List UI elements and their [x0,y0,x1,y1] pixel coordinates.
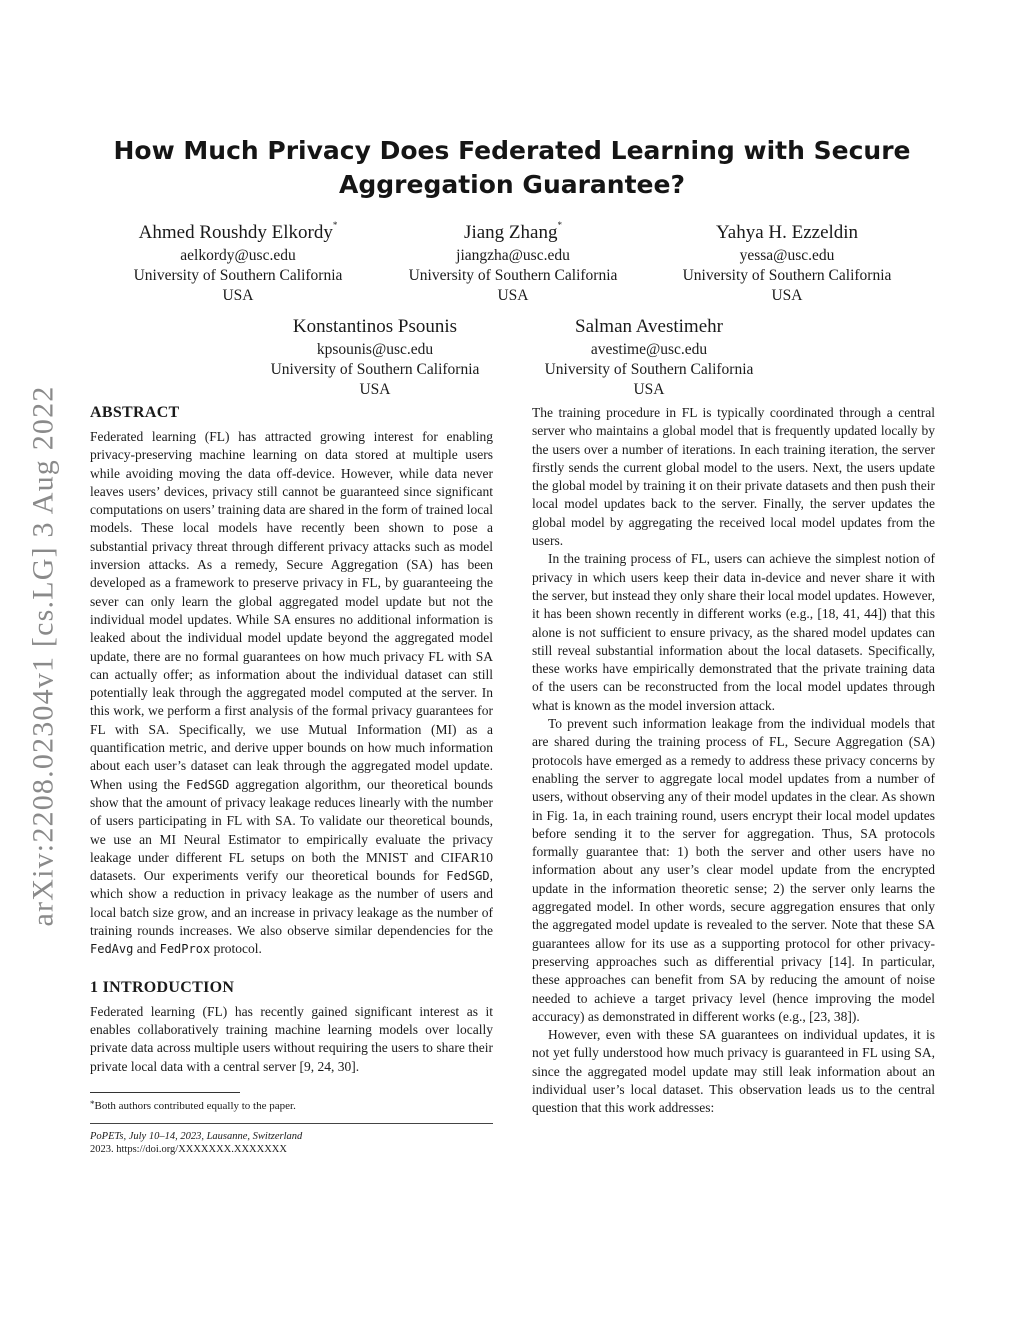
author-name: Yahya H. Ezzeldin [715,222,859,243]
author-country: USA [359,381,391,398]
equal-contribution-mark: * [332,220,338,230]
author-block [647,220,927,306]
author-country: USA [222,287,254,304]
code-term: FedAvg [90,942,134,957]
arxiv-stamp: arXiv:2208.02304v1 [cs.LG] 3 Aug 2022 [26,385,60,927]
code-term: FedSGD [186,777,230,792]
code-term: FedSGD [446,869,490,884]
author-name: Ahmed Roushdy Elkordy [138,222,333,243]
author-name: Salman Avestimehr [575,316,723,337]
author-country: USA [771,287,803,304]
abstract-heading: ABSTRACT [90,404,180,421]
author-block [509,314,789,400]
left-column [90,404,493,1156]
body-paragraph: To prevent such information leakage from the individual models that are shared during the training process of FL, Secure Aggregation (SA) protocols have emerged as a remedy to address these privacy concerns by enabling the server to aggregate local model updates from a number of users, without observing any of their model updates in the clear. As shown in Fig. 1a, in each training round, users encrypt their local model updates before sending it to the server for aggregation. Thus, SA protocols formally guarantee that: 1) both the server and other users have no information about any user’s clear model update from the encrypted update in the information theoretic sense; 2) the server only learns the aggregated model. In other words, secure aggregation ensures that only the aggregated model update is revealed to the server. Note that these SA guarantees allow for its use as a supporting protocol for other privacy-preserving approaches such as differential privacy [14]. In particular, these approaches can benefit from SA by reducing the amount of noise needed to achieve a target privacy level (hence improving the model accuracy) as demonstrated in different works (e.g., [23, 38]). [532,716,935,1024]
section-heading-introduction: 1 INTRODUCTION [90,978,235,996]
paper-title: How Much Privacy Does Federated Learning with Secure Aggregation Guarantee? [113,136,911,199]
body-paragraph: However, even with these SA guarantees on individual updates, it is not yet fully understood how much privacy is guaranteed in FL using SA, since the aggregated model update may still leak information about an individual user’s local dataset. This observation leads us to the central question that this work addresses: [532,1027,935,1116]
author-affiliation: University of Southern California [133,267,343,284]
footnote: *Both authors contributed equally to the paper. [90,1098,296,1112]
author-email: avestime@usc.edu [590,341,708,358]
author-affiliation: University of Southern California [682,267,892,284]
author-email: yessa@usc.edu [739,247,835,264]
code-term: FedProx [159,942,211,957]
doi-line: 2023. https://doi.org/XXXXXXX.XXXXXXX [90,1143,287,1155]
author-block [235,314,515,400]
author-block [373,220,653,306]
venue-rule [90,1123,493,1124]
author-email: aelkordy@usc.edu [180,247,296,264]
author-country: USA [633,381,665,398]
author-block [98,220,378,306]
footnote-rule [90,1092,240,1093]
abstract-text: Federated learning (FL) has attracted growing interest for enabling privacy-preserving machine learning on data stored at multiple users while avoiding moving the data off-device. However, while data never leaves users’ devices, privacy still cannot be guaranteed since significant computations on users’ training data are shared in the form of trained local models. These local models have recently been shown to pose a substantial privacy threat through different privacy attacks such as model inversion attacks. As a remedy, Secure Aggregation (SA) has been developed as a framework to preserve privacy in FL, by guaranteeing the sever can only learn the global aggregated model update but not the individual model updates. While SA ensures no additional information is leaked about the individual model update beyond the aggregated model update, there are no formal guarantees on how much privacy FL with SA can actually offer; as information about the individual dataset can still potentially leak through the aggregated model computed at the server. In this work, we perform a first analysis of the formal privacy guarantees for FL with SA. Specifically, we use Mutual Information (MI) as a quantification metric, and derive upper bounds on how much information about each user’s dataset can leak through the aggregated model update. When using the FedSGD aggregation algorithm, our theoretical bounds show that the amount of privacy leakage reduces linearly with the number of users participating in FL with SA. To validate our theoretical bounds, we use an MI Neural Estimator to empirically evaluate the privacy leakage under different FL setups on both the MNIST and CIFAR10 datasets. Our experiments verify our theoretical bounds for FedSGD, which show a reduction in privacy leakage as the number of users and local batch size grow, and an increase in privacy leakage as the number of training rounds increases. We also observe similar dependencies for the FedAvg and FedProx protocol. [90,429,494,957]
author-email: kpsounis@usc.edu [316,341,434,358]
author-email: jiangzha@usc.edu [456,247,570,264]
author-affiliation: University of Southern California [544,361,754,378]
right-column [532,404,935,1118]
author-affiliation: University of Southern California [408,267,618,284]
author-name: Konstantinos Psounis [292,316,458,337]
body-paragraph: The training procedure in FL is typically coordinated through a central server who maintains a global model that is frequently updated locally by the users over a number of iterations. In each training iteration, the server firstly sends the current global model to the users. Next, the users update the global model by training it on their private datasets and then push their local model updates back to the server. Finally, the server updates the global model by aggregating the received local model updates from the users. [532,405,935,549]
body-paragraph: In the training process of FL, users can achieve the simplest notion of privacy in which users keep their data in-device and never share it with the server, but instead they only share their local model updates. However, it has been shown recently in different works (e.g., [18, 41, 44]) that this alone is not sufficient to ensure privacy, as the shared model updates can still reveal substantial information about the local datasets. Specifically, these works have empirically demonstrated that the private training data of the users can be reconstructed from the local model updates through what is known as the model inversion attack. [532,551,935,713]
author-name: Jiang Zhang [464,222,558,243]
intro-paragraph: Federated learning (FL) has recently gained significant interest as it enables collaboratively training machine learning models over locally private data across multiple users without requiring the users to share their private local data with a central server [9, 24, 30]. [90,1003,493,1074]
author-affiliation: University of Southern California [270,361,480,378]
equal-contribution-mark: * [557,220,562,230]
venue-line: PoPETs, July 10–14, 2023, Lausanne, Switzerland [90,1130,303,1142]
author-country: USA [497,287,529,304]
